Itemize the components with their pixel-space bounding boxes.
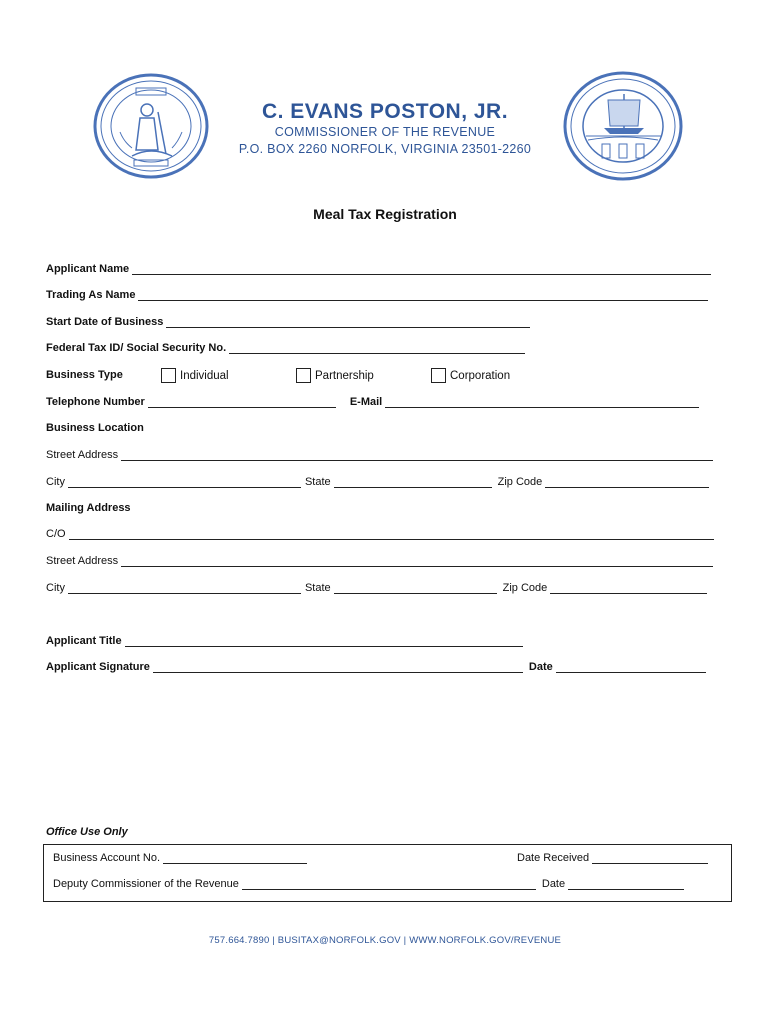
account-no-field[interactable]	[163, 854, 307, 864]
applicant-title-field[interactable]	[125, 637, 523, 647]
trading-as-label: Trading As Name	[46, 289, 136, 301]
business-type-corporation[interactable]	[431, 368, 510, 383]
applicant-name-field[interactable]	[132, 265, 711, 275]
individual-checkbox[interactable]	[161, 368, 176, 383]
tax-id-field[interactable]	[229, 344, 525, 354]
deputy-field[interactable]	[242, 880, 536, 890]
deputy-date-field[interactable]	[568, 880, 684, 890]
location-state-field[interactable]	[334, 478, 492, 488]
location-city-field[interactable]	[68, 478, 301, 488]
location-street-label: Street Address	[46, 449, 119, 461]
office-use-box	[43, 844, 732, 902]
location-zip-label: Zip Code	[497, 476, 543, 488]
office-address: P.O. BOX 2260 NORFOLK, VIRGINIA 23501-2260	[238, 142, 532, 156]
mailing-street-field[interactable]	[121, 557, 713, 567]
account-no-label: Business Account No.	[53, 852, 161, 864]
applicant-signature-field[interactable]	[153, 663, 523, 673]
commissioner-name: C. EVANS POSTON, JR.	[261, 100, 509, 123]
mailing-zip-label: Zip Code	[502, 582, 548, 594]
partnership-label: Partnership	[315, 369, 374, 382]
business-type-individual[interactable]	[161, 368, 229, 383]
mailing-state-field[interactable]	[334, 584, 497, 594]
form-title: Meal Tax Registration	[313, 206, 457, 222]
applicant-title-label: Applicant Title	[46, 635, 122, 647]
mailing-street-label: Street Address	[46, 555, 119, 567]
business-type-label: Business Type	[46, 369, 123, 381]
date-received-field[interactable]	[592, 854, 708, 864]
corporation-label: Corporation	[450, 369, 511, 382]
start-date-field[interactable]	[166, 318, 530, 328]
trading-as-field[interactable]	[138, 291, 708, 301]
location-street-field[interactable]	[121, 451, 713, 461]
date-received-label: Date Received	[517, 852, 590, 864]
signature-date-field[interactable]	[556, 663, 706, 673]
mailing-zip-field[interactable]	[550, 584, 707, 594]
office-title: COMMISSIONER OF THE REVENUE	[274, 125, 496, 139]
corporation-checkbox[interactable]	[431, 368, 446, 383]
contact-footer: 757.664.7890 | BUSITAX@NORFOLK.GOV | WWW.NORFOLK.GOV/REVENUE	[208, 935, 562, 946]
location-city-label: City	[46, 476, 65, 488]
mailing-city-field[interactable]	[68, 584, 301, 594]
tax-id-label: Federal Tax ID/ Social Security No.	[46, 342, 227, 354]
telephone-label: Telephone Number	[46, 396, 145, 408]
business-location-heading: Business Location	[46, 422, 144, 434]
location-zip-field[interactable]	[545, 478, 709, 488]
deputy-date-label: Date	[541, 878, 566, 890]
mailing-address-heading: Mailing Address	[46, 502, 131, 514]
mailing-city-label: City	[46, 582, 65, 594]
individual-label: Individual	[180, 369, 229, 382]
mailing-co-field[interactable]	[69, 530, 714, 540]
applicant-name-label: Applicant Name	[46, 263, 130, 275]
deputy-label: Deputy Commissioner of the Revenue	[53, 878, 239, 890]
mailing-state-label: State	[304, 582, 331, 594]
email-label: E-Mail	[349, 396, 383, 408]
location-state-label: State	[304, 476, 331, 488]
applicant-signature-label: Applicant Signature	[46, 661, 150, 673]
signature-date-label: Date	[528, 661, 553, 673]
mailing-co-label: C/O	[46, 528, 66, 540]
start-date-label: Start Date of Business	[46, 316, 164, 328]
telephone-field[interactable]	[148, 398, 336, 408]
office-use-title: Office Use Only	[46, 826, 128, 838]
email-field[interactable]	[385, 398, 699, 408]
business-type-partnership[interactable]	[296, 368, 374, 383]
partnership-checkbox[interactable]	[296, 368, 311, 383]
